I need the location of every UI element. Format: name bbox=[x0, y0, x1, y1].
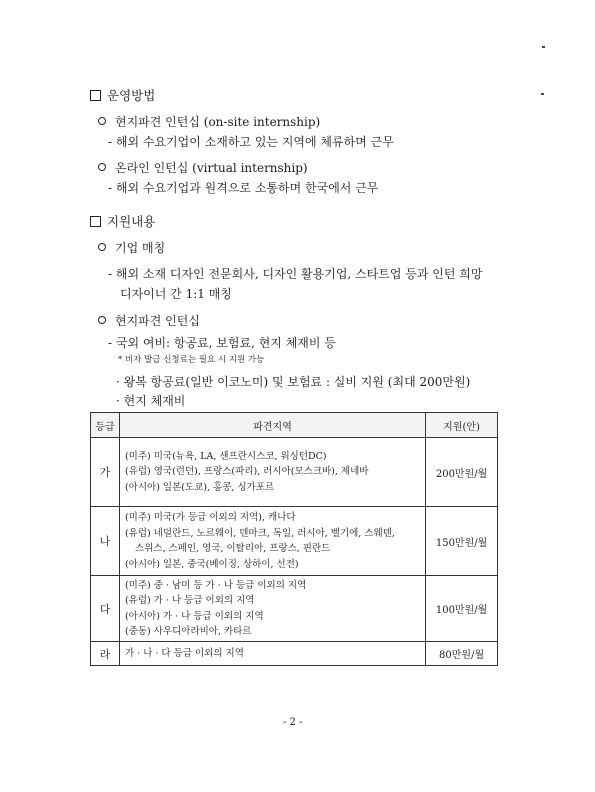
item-line: - 국외 여비: 항공료, 보험료, 현지 체재비 등 bbox=[108, 336, 336, 350]
table-header-row bbox=[91, 413, 498, 438]
table-row bbox=[91, 642, 498, 666]
item-line: 디자이너 간 1:1 매칭 bbox=[120, 287, 232, 301]
bullet-line: · 왕복 항공료(일반 이코노미) 및 보험료 : 실비 지원 (최대 200만원) bbox=[116, 375, 471, 389]
note-text: * 비자 발급 신청료는 필요 시 지원 가능 bbox=[118, 355, 265, 365]
support-cell: 200만원/월 bbox=[426, 438, 498, 507]
region-cell bbox=[119, 576, 425, 642]
region-line: (미주) 미국(가 등급 이외의 지역), 캐나다 bbox=[124, 512, 296, 523]
region-line: (아시아) 가 · 나 등급 이외의 지역 bbox=[124, 610, 264, 622]
header-region: 파견지역 bbox=[119, 413, 425, 438]
item-line: - 해외 수요기업이 소재하고 있는 지역에 체류하며 근무 bbox=[108, 135, 394, 149]
item-heading: 현지파견 인턴십 bbox=[98, 312, 200, 329]
grade-cell: 라 bbox=[91, 642, 120, 666]
item-line: - 해외 소재 디자인 전문회사, 디자인 활용기업, 스타트업 등과 인턴 희망 bbox=[108, 267, 483, 281]
grade-cell: 나 bbox=[91, 507, 120, 576]
grade-cell: 가 bbox=[91, 438, 120, 507]
checkbox-square-icon bbox=[90, 216, 101, 227]
scan-speck bbox=[541, 93, 544, 95]
table-row bbox=[91, 576, 498, 642]
region-line: 가 · 나 · 다 등급 이외의 지역 bbox=[124, 647, 244, 659]
region-line: (미주) 중 · 남미 등 가 · 나 등급 이외의 지역 bbox=[124, 579, 307, 591]
support-cell: 80만원/월 bbox=[426, 642, 498, 666]
header-grade: 등급 bbox=[91, 413, 120, 438]
scan-speck bbox=[542, 46, 545, 48]
section-title-support: 지원내용 bbox=[90, 212, 155, 230]
grade-cell: 다 bbox=[91, 576, 120, 642]
checkbox-square-icon bbox=[90, 90, 101, 101]
item-heading: 현지파견 인턴십 (on-site internship) bbox=[98, 113, 320, 130]
region-cell bbox=[119, 507, 425, 576]
region-line: (유럽) 영국(런던), 프랑스(파리), 러시아(모스크바), 제네바 bbox=[124, 466, 369, 478]
support-cell: 100만원/월 bbox=[426, 576, 498, 642]
bullet-line: · 현지 체재비 bbox=[116, 394, 186, 408]
region-cell bbox=[119, 642, 425, 666]
region-line: 스위스, 스페인, 영국, 이탈리아, 프랑스, 핀란드 bbox=[134, 543, 331, 554]
table-row bbox=[91, 438, 498, 507]
support-cell: 150만원/월 bbox=[426, 507, 498, 576]
circle-bullet-icon bbox=[98, 316, 106, 324]
region-line: (아시아) 일본, 중국(베이징, 상하이, 선전) bbox=[124, 558, 299, 570]
region-line: (미주) 미국(뉴욕, LA, 샌프란시스코, 워싱턴DC) bbox=[124, 450, 327, 462]
table-row bbox=[91, 507, 498, 576]
item-heading: 기업 매칭 bbox=[98, 239, 165, 256]
item-heading: 온라인 인턴십 (virtual internship) bbox=[98, 159, 308, 176]
circle-bullet-icon bbox=[98, 163, 106, 171]
item-line: - 해외 수요기업과 원격으로 소통하며 한국에서 근무 bbox=[108, 181, 379, 195]
header-support: 지원(안) bbox=[426, 413, 498, 438]
section-title-operation: 운영방법 bbox=[90, 86, 155, 104]
circle-bullet-icon bbox=[98, 243, 106, 251]
page-number: - 2 - bbox=[283, 717, 303, 728]
region-line: (유럽) 가 · 나 등급 이외의 지역 bbox=[124, 595, 255, 606]
region-cell bbox=[119, 438, 425, 507]
circle-bullet-icon bbox=[98, 117, 106, 125]
grade-table bbox=[90, 412, 498, 666]
region-line: (중동) 사우디아라비아, 카타르 bbox=[124, 626, 252, 637]
region-line: (유럽) 네덜란드, 노르웨이, 덴마크, 독일, 러시아, 벨기에, 스웨덴, bbox=[124, 527, 395, 539]
region-line: (아시아) 일본(도쿄), 홍콩, 싱가포르 bbox=[124, 481, 275, 493]
